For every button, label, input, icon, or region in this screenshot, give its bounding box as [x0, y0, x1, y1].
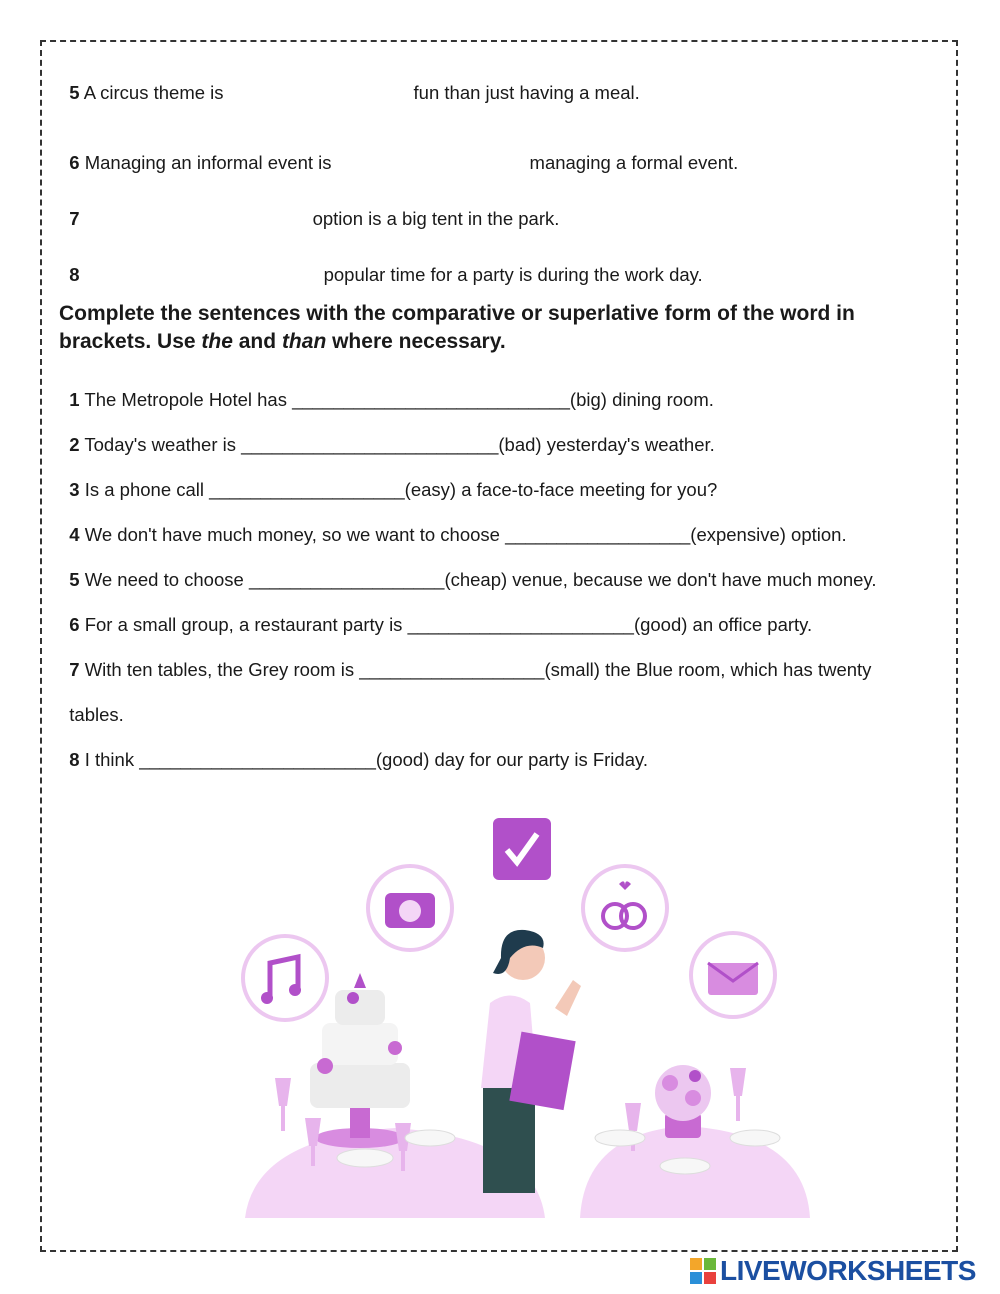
flower-centerpiece-icon [655, 1065, 711, 1138]
answer-blank[interactable]: __________________ [359, 659, 545, 680]
wedding-cake-icon [310, 973, 410, 1148]
answer-blank[interactable]: ___________________ [248, 569, 445, 590]
question-row: 4 We don't have much money, so we want to choose __________________(expensive) option. [69, 524, 847, 545]
question-row: 7 With ten tables, the Grey room is __________________(small) the Blue room, which has twenty [69, 659, 872, 680]
question-row-continuation: tables. [69, 704, 124, 725]
liveworksheets-logo: LIVEWORKSHEETS [690, 1256, 976, 1286]
music-icon [243, 936, 327, 1020]
answer-blank[interactable]: ___________________ [209, 479, 405, 500]
question-row: 8 popular time for a party is during the work day. [69, 264, 703, 285]
envelope-icon [691, 933, 775, 1017]
answer-blank[interactable]: _______________________ [139, 749, 376, 770]
answer-blank[interactable]: __________________ [505, 524, 691, 545]
answer-blank[interactable]: ___________________________ [292, 389, 570, 410]
event-planner-person [481, 930, 581, 1193]
question-row: 3 Is a phone call ___________________(easy) a face-to-face meeting for you? [69, 479, 718, 500]
answer-blank[interactable]: ______________________ [407, 614, 634, 635]
question-row: 6 For a small group, a restaurant party is ______________________(good) an office party. [69, 614, 813, 635]
rings-icon [583, 866, 667, 950]
camera-icon [368, 866, 452, 950]
question-row: 5 A circus theme is fun than just having a meal. [69, 82, 640, 103]
checkmark-icon [493, 818, 551, 880]
instruction-heading: Complete the sentences with the comparative or superlative form of the word in brackets. Use the and than where necessary. [59, 302, 855, 353]
question-row: 7 option is a big tent in the park. [69, 208, 560, 229]
question-row: 6 Managing an informal event is managing a formal event. [69, 152, 739, 173]
question-row: 8 I think _______________________(good) day for our party is Friday. [69, 749, 649, 770]
logo-mark-icon [690, 1258, 716, 1284]
question-row: 5 We need to choose ___________________(cheap) venue, because we don't have much money. [69, 569, 877, 590]
question-row: 2 Today's weather is _________________________(bad) yesterday's weather. [69, 434, 715, 455]
question-row: 1 The Metropole Hotel has ___________________________(big) dining room. [69, 389, 714, 410]
event-planner-illustration [225, 808, 815, 1218]
answer-blank[interactable]: _________________________ [241, 434, 499, 455]
